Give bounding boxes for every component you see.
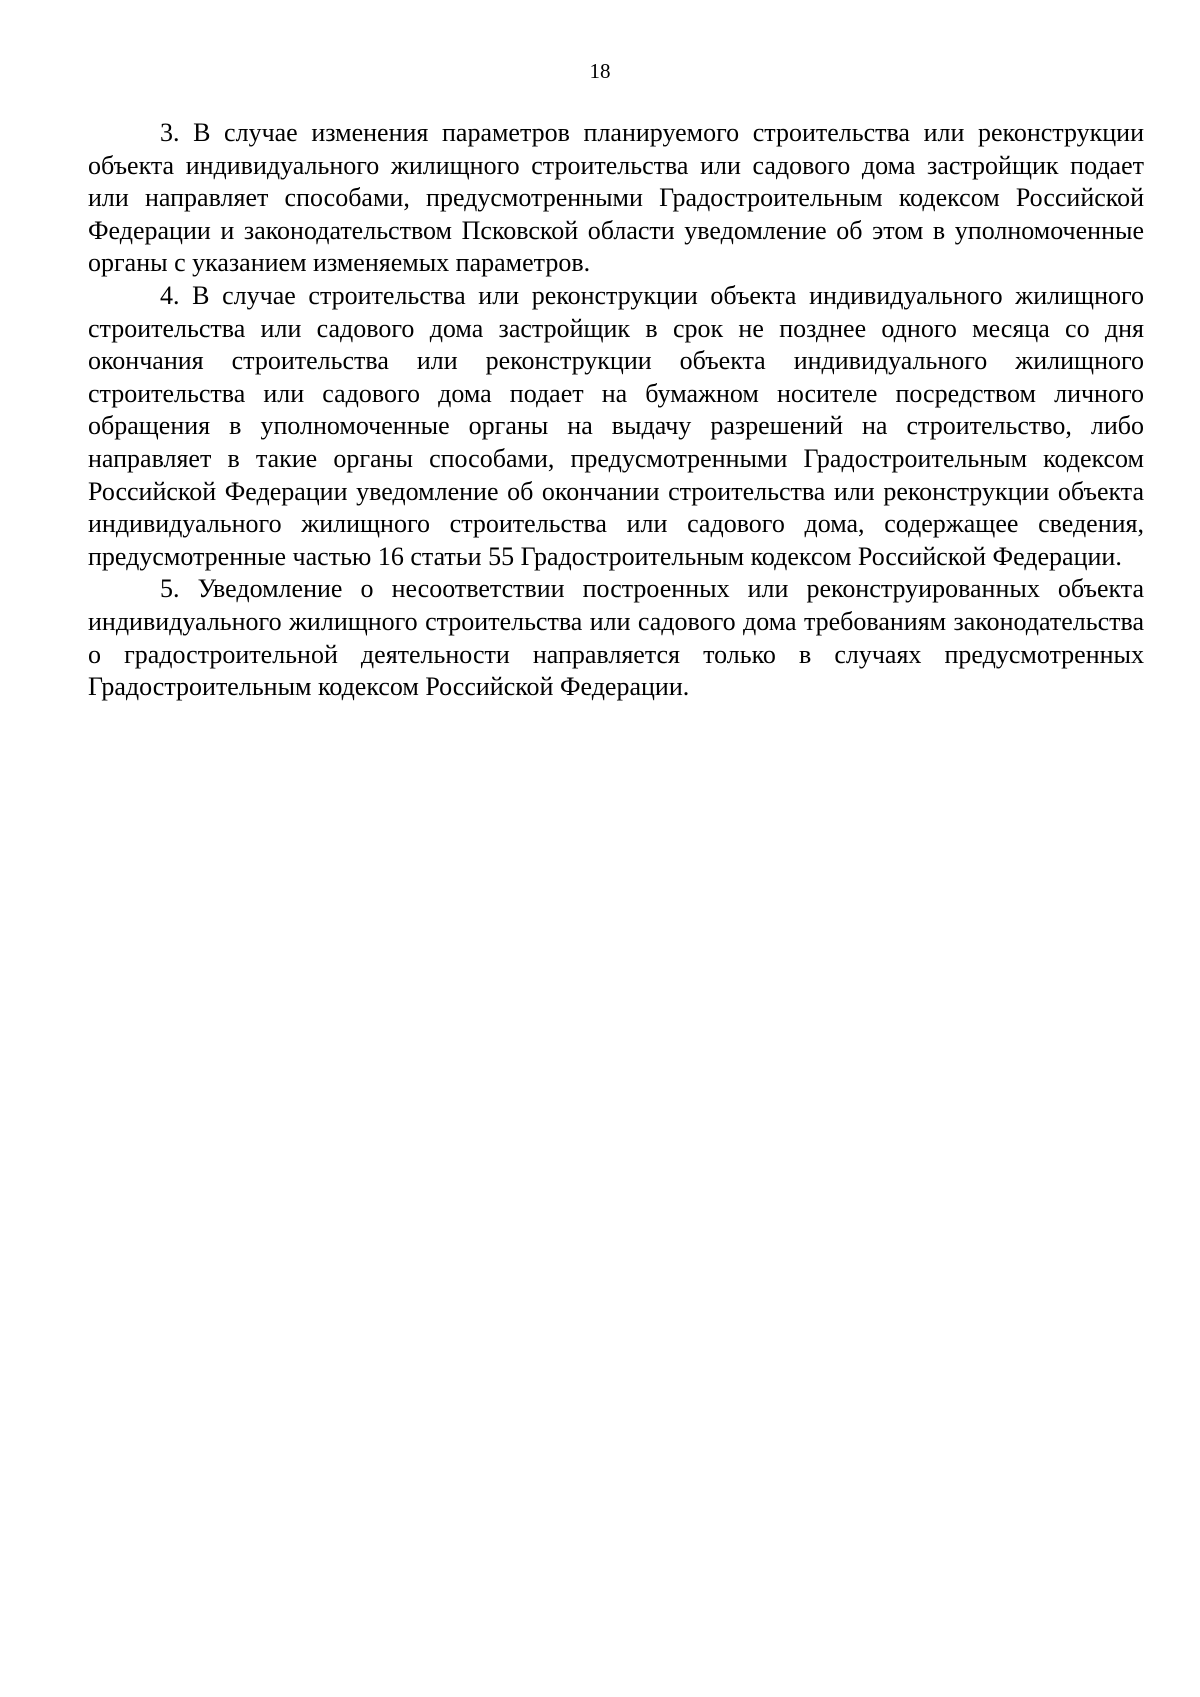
paragraph-5: 5. Уведомление о несоответствии построенных или реконструированных объекта индивидуального жилищного строительства или садового дома требованиям законодательства о градостроительной деятельности направляется только в случаях предусмотренных Градостроительным кодексом Российской Федерации.: [88, 574, 1144, 702]
paragraph-3: 3. В случае изменения параметров планируемого строительства или реконструкции объекта индивидуального жилищного строительства или садового дома застройщик подает или направляет способами, предусмотренными Градостроительным кодексом Российской Федерации и законодательством Псковской области уведомление об этом в уполномоченные органы с указанием изменяемых параметров.: [88, 118, 1144, 278]
page-number: 18: [589, 59, 611, 83]
document-body: [88, 117, 1144, 704]
paragraph-4: 4. В случае строительства или реконструкции объекта индивидуального жилищного строительства или садового дома застройщик в срок не позднее одного месяца со дня окончания строительства или реконструкции объекта индивидуального жилищного строительства или садового дома подает на бумажном носителе посредством личного обращения в уполномоченные органы на выдачу разрешений на строительство, либо направляет в такие органы способами, предусмотренными Градостроительным кодексом Российской Федерации уведомление об окончании строительства или реконструкции объекта индивидуального жилищного строительства или садового дома, содержащее сведения, предусмотренные частью 16 статьи 55 Градостроительным кодексом Российской Федерации.: [88, 280, 1144, 571]
